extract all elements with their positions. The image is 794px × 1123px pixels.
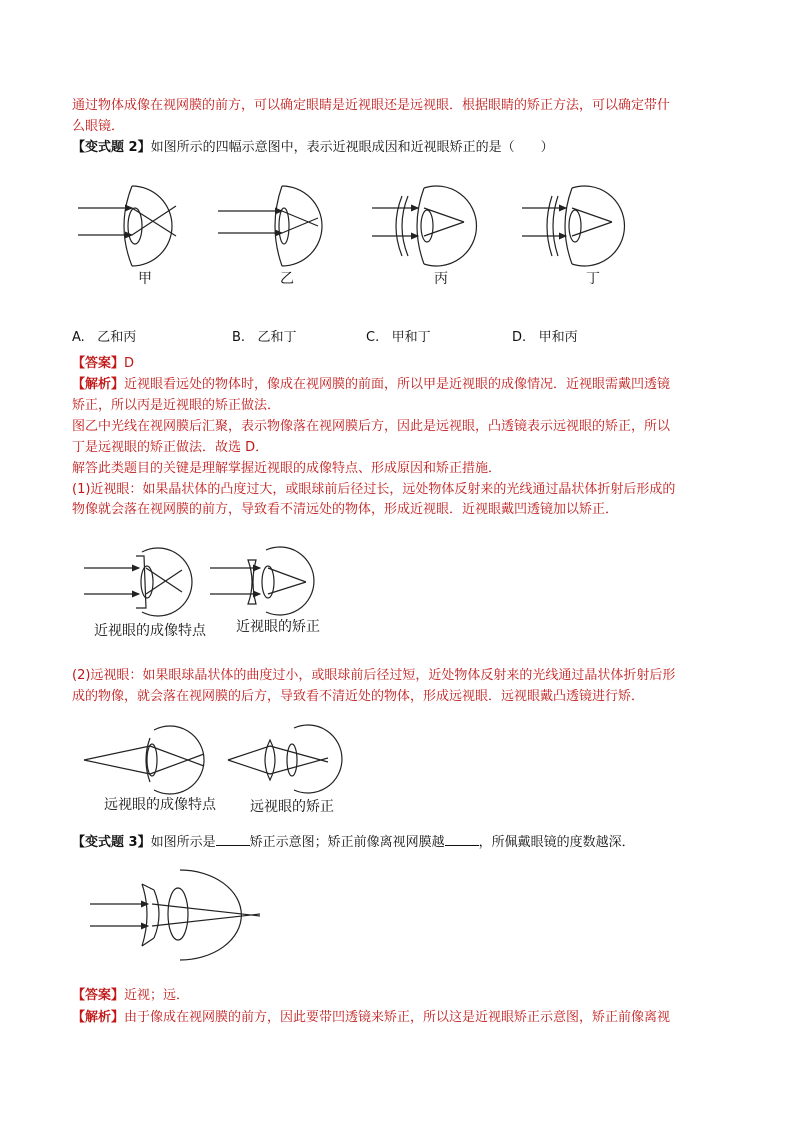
hyperopia-caption-1: 远视眼的成像特点 xyxy=(104,797,216,813)
answer-tag: 【答案】 xyxy=(72,356,125,371)
analysis-tag: 【解析】 xyxy=(72,377,125,392)
answer-value: D xyxy=(124,356,135,371)
option-c-text: 甲和丁 xyxy=(391,330,431,345)
myopia-diagram xyxy=(84,546,334,618)
myopia-caption-2: 近视眼的矫正 xyxy=(236,619,320,635)
hyperopia-line-1: (2)远视眼：如果眼球晶状体的曲度过小，或眼球前后径过短，近处物体反射来的光线通过晶状体折射后形 xyxy=(72,668,676,683)
q3-answer-value: 近视；远． xyxy=(124,988,190,1003)
eye-diagram-jia xyxy=(78,186,176,266)
question-3-text-c: ，所佩戴眼镜的度数越深． xyxy=(478,835,635,850)
option-a-letter: A. xyxy=(72,330,85,345)
question-2-tag: 【变式题 2】 xyxy=(72,140,151,155)
figure-label-bing: 丙 xyxy=(434,271,448,287)
analysis-line-1 xyxy=(72,375,670,395)
eye-diagram-bing xyxy=(372,186,476,266)
analysis-line-3: 图乙中光线在视网膜后汇聚，表示物像落在视网膜后方，因此是远视眼，凸透镜表示远视眼的矫正，所以 xyxy=(72,419,671,434)
option-c-letter: C. xyxy=(366,330,380,345)
figure-label-ding: 丁 xyxy=(586,271,600,287)
q3-answer-tag: 【答案】 xyxy=(72,988,125,1003)
option-b-text: 乙和丁 xyxy=(257,330,297,345)
question-2-stem xyxy=(72,138,554,158)
intro-line-2: 么眼镜． xyxy=(72,119,125,134)
analysis-line-6: (1)近视眼：如果晶状体的凸度过大，或眼球前后径过长，远处物体反射来的光线通过晶状体折射后形成的 xyxy=(72,482,676,497)
question-3-answer xyxy=(72,986,189,1006)
q3-analysis-text: 由于像成在视网膜的前方，因此要带凹透镜来矫正，所以这是近视眼矫正示意图，矫正前像离视 xyxy=(124,1010,671,1025)
question-3-stem xyxy=(72,832,635,853)
question-3-text-a: 如图所示是 xyxy=(150,835,216,850)
option-d-text: 甲和丙 xyxy=(538,330,578,345)
answer-blank-2[interactable] xyxy=(445,832,479,846)
option-a[interactable] xyxy=(72,326,136,345)
figure-label-yi: 乙 xyxy=(280,271,294,287)
myopia-correction-diagram xyxy=(90,866,270,966)
four-eye-diagrams xyxy=(72,178,632,288)
question-2-text: 如图所示的四幅示意图中，表示近视眼成因和近视眼矫正的是（ ） xyxy=(150,140,554,155)
option-b[interactable] xyxy=(232,326,296,345)
question-3-analysis xyxy=(72,1008,670,1028)
question-3-tag: 【变式题 3】 xyxy=(72,835,151,850)
eye-diagram-yi xyxy=(218,186,322,266)
question-3-text-b: 矫正示意图；矫正前像离视网膜越 xyxy=(249,835,445,850)
eye-diagram-ding xyxy=(522,186,624,266)
option-d-letter: D. xyxy=(512,330,527,345)
analysis-line-4: 丁是远视眼的矫正做法．故选 D． xyxy=(72,440,269,455)
q3-analysis-tag: 【解析】 xyxy=(72,1010,125,1025)
answer-blank-1[interactable] xyxy=(216,832,250,846)
figure-label-jia: 甲 xyxy=(138,271,152,287)
hyperopia-caption-2: 远视眼的矫正 xyxy=(250,799,334,815)
hyperopia-line-2: 成的物像，就会落在视网膜的后方，导致看不清近处的物体，形成远视眼．远视眼戴凸透镜进行矫． xyxy=(72,689,645,704)
analysis-line-5: 解答此类题目的关键是理解掌握近视眼的成像特点、形成原因和矫正措施． xyxy=(72,461,502,476)
analysis-line-2: 矫正，所以丙是近视眼的矫正做法． xyxy=(72,398,281,413)
option-d[interactable] xyxy=(512,326,578,345)
hyperopia-diagram xyxy=(84,724,344,796)
question-2-answer xyxy=(72,354,134,374)
option-c[interactable] xyxy=(366,326,431,345)
intro-line-1: 通过物体成像在视网膜的前方，可以确定眼睛是近视眼还是远视眼．根据眼睛的矫正方法，可以确定带什 xyxy=(72,98,671,113)
option-a-text: 乙和丙 xyxy=(97,330,137,345)
option-b-letter: B. xyxy=(232,330,246,345)
myopia-caption-1: 近视眼的成像特点 xyxy=(94,623,206,639)
analysis-line-7: 物像就会落在视网膜的前方，导致看不清远处的物体，形成近视眼．近视眼戴凹透镜加以矫正． xyxy=(72,502,619,517)
analysis-text-1: 近视眼看远处的物体时，像成在视网膜的前面，所以甲是近视眼的成像情况．近视眼需戴凹透镜 xyxy=(124,377,671,392)
